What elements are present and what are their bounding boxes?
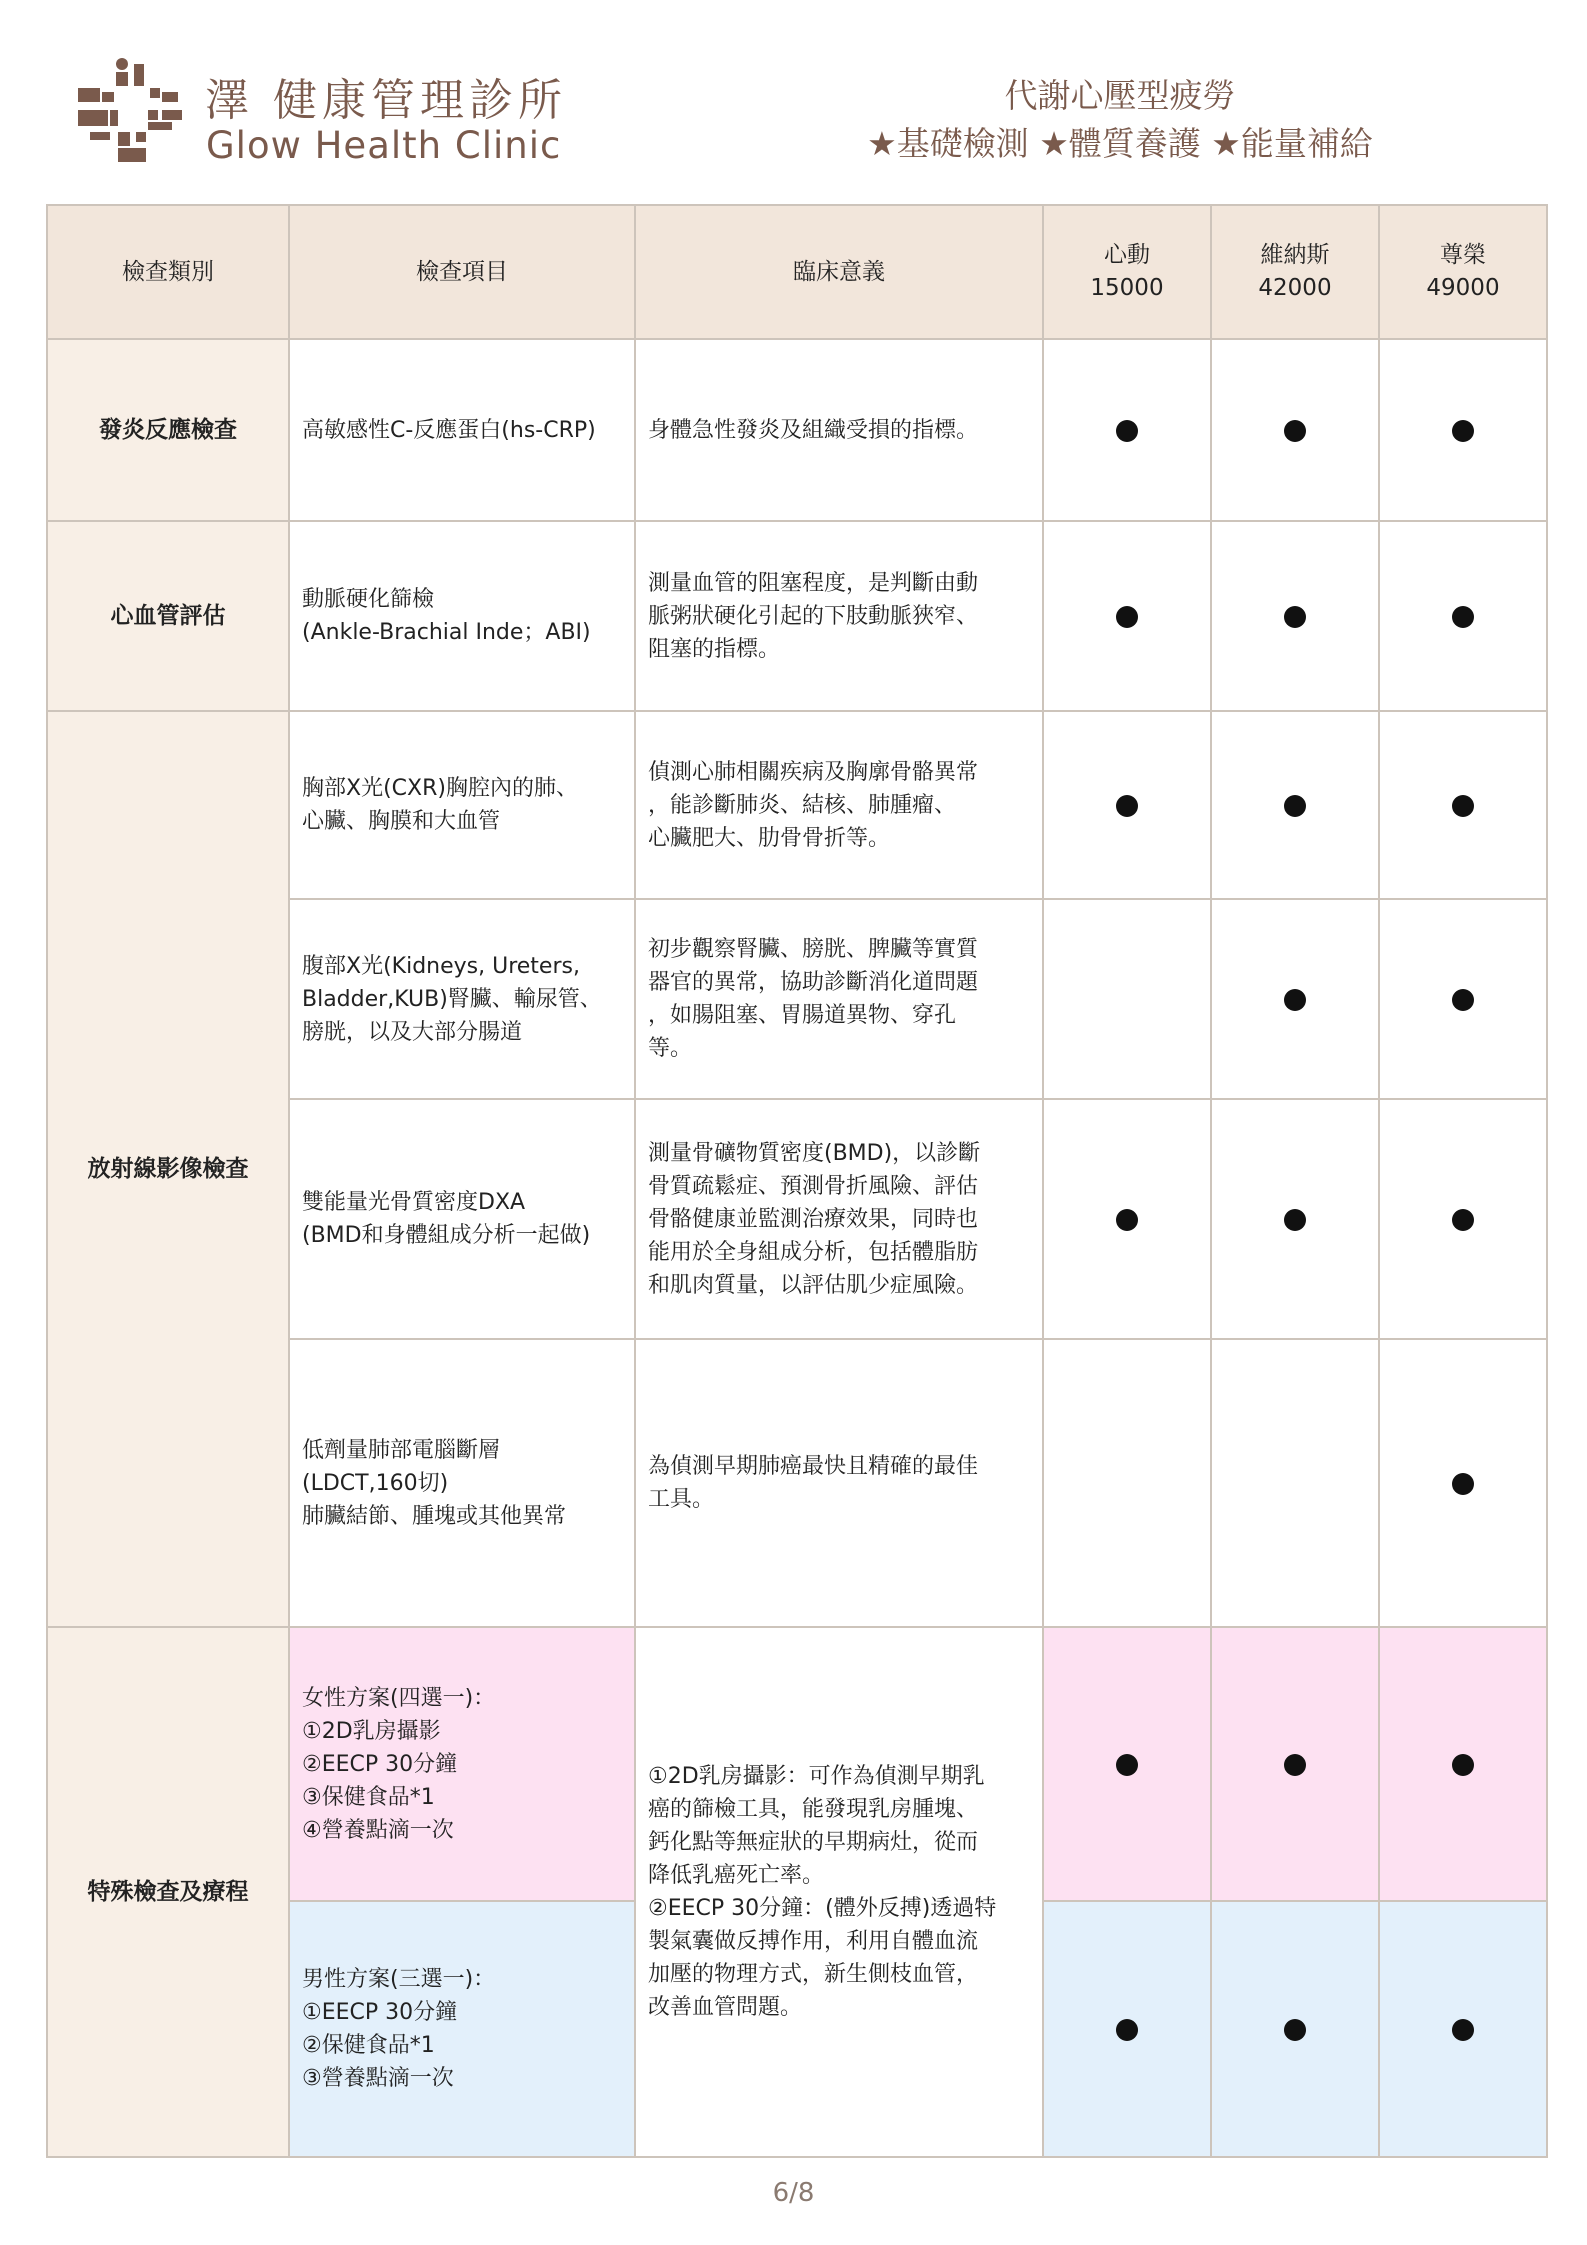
header-plan-3	[1379, 205, 1547, 339]
mark-cell	[1379, 521, 1547, 711]
meaning-line: ，如腸阻塞、胃腸道異物、穿孔	[648, 1003, 957, 1028]
item-line: 雙能量光骨質密度DXA	[302, 1190, 526, 1215]
item-line: (BMD和身體組成分析一起做)	[302, 1223, 591, 1248]
mark-cell	[1379, 1339, 1547, 1627]
mark-cell	[1211, 1339, 1379, 1627]
mark-cell	[1211, 711, 1379, 899]
meaning-line: 改善血管問題。	[648, 1995, 803, 2020]
included-dot-icon	[1452, 1754, 1474, 1776]
page-number: 6/8	[772, 2178, 815, 2208]
meaning-cell	[635, 1339, 1043, 1627]
included-dot-icon	[1452, 2019, 1474, 2041]
meaning-line: 製氣囊做反搏作用，利用自體血流	[648, 1929, 979, 1954]
mark-cell	[1379, 899, 1547, 1099]
mark-cell	[1379, 1099, 1547, 1339]
mark-cell	[1379, 1901, 1547, 2157]
meaning-line: 骨骼健康並監測治療效果，同時也	[648, 1206, 979, 1232]
meaning-line: 偵測心肺相關疾病及胸廓骨骼異常	[648, 759, 979, 785]
mark-cell	[1043, 711, 1211, 899]
item-line: (Ankle-Brachial Inde；ABI)	[302, 620, 591, 645]
mark-cell	[1043, 521, 1211, 711]
header-item: 檢查項目	[289, 205, 635, 339]
meaning-line: 初步觀察腎臟、膀胱、脾臟等實質	[648, 937, 979, 962]
brand-name-chinese: 澤 健康管理診所	[205, 75, 567, 126]
meaning-line: 和肌肉質量，以評估肌少症風險。	[648, 1272, 979, 1298]
included-dot-icon	[1116, 420, 1138, 442]
included-dot-icon	[1452, 989, 1474, 1011]
meaning-line: 降低乳癌死亡率。	[648, 1863, 825, 1888]
item-line: 膀胱，以及大部分腸道	[302, 1019, 523, 1045]
item-line: Bladder,KUB)腎臟、輸尿管、	[302, 986, 602, 1012]
included-dot-icon	[1116, 2019, 1138, 2041]
page-subtitle: ★基礎檢測 ★體質養護 ★能量補給	[867, 124, 1373, 163]
brand-name-english: Glow Health Clinic	[206, 124, 562, 167]
meaning-line: ，能診斷肺炎、結核、肺腫瘤、	[648, 792, 957, 818]
meaning-line: 鈣化點等無症狀的早期病灶，從而	[648, 1830, 979, 1855]
mark-cell	[1379, 339, 1547, 521]
mark-cell	[1043, 1339, 1211, 1627]
category-cell: 特殊檢查及療程	[47, 1627, 289, 2157]
item-line: 低劑量肺部電腦斷層	[302, 1437, 501, 1463]
meaning-line: 阻塞的指標。	[648, 636, 781, 662]
page-header	[0, 0, 1587, 200]
mark-cell	[1211, 339, 1379, 521]
item-line: (LDCT,160切)	[302, 1470, 449, 1496]
included-dot-icon	[1116, 606, 1138, 628]
included-dot-icon	[1284, 1209, 1306, 1231]
included-dot-icon	[1116, 795, 1138, 817]
item-cell	[289, 1339, 635, 1627]
item-line: 男性方案(三選一)：	[302, 1967, 496, 1992]
header-plan-2	[1211, 205, 1379, 339]
clinic-logo-icon	[78, 58, 188, 168]
meaning-line: 加壓的物理方式，新生側枝血管，	[648, 1962, 979, 1987]
category-cell: 放射線影像檢查	[47, 711, 289, 1627]
item-line: 肺臟結節、腫塊或其他異常	[302, 1503, 567, 1529]
item-cell	[289, 339, 635, 521]
meaning-line: 癌的篩檢工具，能發現乳房腫塊、	[648, 1797, 979, 1822]
included-dot-icon	[1116, 1754, 1138, 1776]
item-cell	[289, 521, 635, 711]
item-cell	[289, 899, 635, 1099]
table-row	[47, 521, 1547, 711]
mark-cell	[1211, 1627, 1379, 1901]
category-cell: 發炎反應檢查	[47, 339, 289, 521]
meaning-line: ②EECP 30分鐘：(體外反搏)透過特	[648, 1896, 997, 1921]
included-dot-icon	[1452, 420, 1474, 442]
included-dot-icon	[1452, 1209, 1474, 1231]
meaning-line: 脈粥狀硬化引起的下肢動脈狹窄、	[648, 603, 979, 629]
included-dot-icon	[1284, 1754, 1306, 1776]
mark-cell	[1211, 1901, 1379, 2157]
mark-cell	[1043, 1901, 1211, 2157]
plan-name: 心動	[1104, 242, 1150, 268]
header-plan-1	[1043, 205, 1211, 339]
plan-name: 尊榮	[1440, 242, 1486, 268]
mark-cell	[1043, 339, 1211, 521]
included-dot-icon	[1284, 2019, 1306, 2041]
checkup-plan-table	[46, 204, 1548, 2158]
plan-price: 42000	[1258, 275, 1332, 301]
item-cell	[289, 1099, 635, 1339]
item-cell	[289, 1901, 635, 2157]
mark-cell	[1379, 711, 1547, 899]
meaning-line: 心臟肥大、肋骨骨折等。	[648, 825, 891, 851]
page-title: 代謝心壓型疲勞	[1004, 76, 1236, 115]
item-line: 動脈硬化篩檢	[302, 587, 435, 612]
item-line: ②EECP 30分鐘	[302, 1751, 458, 1777]
meaning-cell	[635, 1627, 1043, 2157]
meaning-line: 器官的異常，協助診斷消化道問題	[648, 970, 979, 995]
table-header-row	[47, 205, 1547, 339]
meaning-cell	[635, 1099, 1043, 1339]
plan-price: 49000	[1426, 275, 1500, 301]
meaning-line: 工具。	[648, 1487, 715, 1512]
item-line: ②保健食品*1	[302, 2033, 435, 2058]
header-category: 檢查類別	[47, 205, 289, 339]
table-row	[47, 711, 1547, 899]
mark-cell	[1043, 1099, 1211, 1339]
meaning-line: 能用於全身組成分析，包括體脂肪	[648, 1239, 979, 1265]
mark-cell	[1379, 1627, 1547, 1901]
table-row	[47, 339, 1547, 521]
mark-cell	[1043, 1627, 1211, 1901]
meaning-line: 為偵測早期肺癌最快且精確的最佳	[648, 1454, 979, 1479]
meaning-line: 等。	[648, 1036, 693, 1061]
mark-cell	[1211, 899, 1379, 1099]
meaning-line: ①2D乳房攝影：可作為偵測早期乳	[648, 1764, 985, 1789]
included-dot-icon	[1452, 1473, 1474, 1495]
item-cell	[289, 711, 635, 899]
included-dot-icon	[1116, 1209, 1138, 1231]
item-line: 腹部X光(Kidneys, Ureters,	[302, 953, 580, 979]
header-meaning: 臨床意義	[635, 205, 1043, 339]
item-line: ④營養點滴一次	[302, 1817, 454, 1843]
meaning-line: 骨質疏鬆症、預測骨折風險、評估	[648, 1173, 979, 1199]
item-line: ③營養點滴一次	[302, 2066, 454, 2091]
meaning-cell	[635, 899, 1043, 1099]
meaning-cell	[635, 339, 1043, 521]
meaning-line: 測量骨礦物質密度(BMD)，以診斷	[648, 1140, 981, 1166]
meaning-cell	[635, 521, 1043, 711]
item-line: 女性方案(四選一)：	[302, 1685, 496, 1711]
item-line: ③保健食品*1	[302, 1784, 435, 1810]
plan-name: 維納斯	[1260, 242, 1330, 268]
meaning-line: 測量血管的阻塞程度，是判斷由動	[648, 570, 979, 596]
meaning-line: 身體急性發炎及組織受損的指標。	[648, 417, 979, 443]
item-line: ①EECP 30分鐘	[302, 2000, 458, 2025]
mark-cell	[1211, 1099, 1379, 1339]
included-dot-icon	[1284, 420, 1306, 442]
included-dot-icon	[1284, 795, 1306, 817]
meaning-cell	[635, 711, 1043, 899]
included-dot-icon	[1452, 795, 1474, 817]
category-cell: 心血管評估	[47, 521, 289, 711]
mark-cell	[1211, 521, 1379, 711]
plan-price: 15000	[1090, 275, 1164, 301]
included-dot-icon	[1284, 989, 1306, 1011]
item-line: 胸部X光(CXR)胸腔內的肺、	[302, 776, 578, 801]
mark-cell	[1043, 899, 1211, 1099]
item-cell	[289, 1627, 635, 1901]
item-line: 高敏感性C-反應蛋白(hs-CRP)	[302, 417, 596, 443]
included-dot-icon	[1452, 606, 1474, 628]
table-row	[47, 1627, 1547, 1901]
included-dot-icon	[1284, 606, 1306, 628]
item-line: ①2D乳房攝影	[302, 1718, 441, 1744]
item-line: 心臟、胸膜和大血管	[302, 809, 501, 834]
